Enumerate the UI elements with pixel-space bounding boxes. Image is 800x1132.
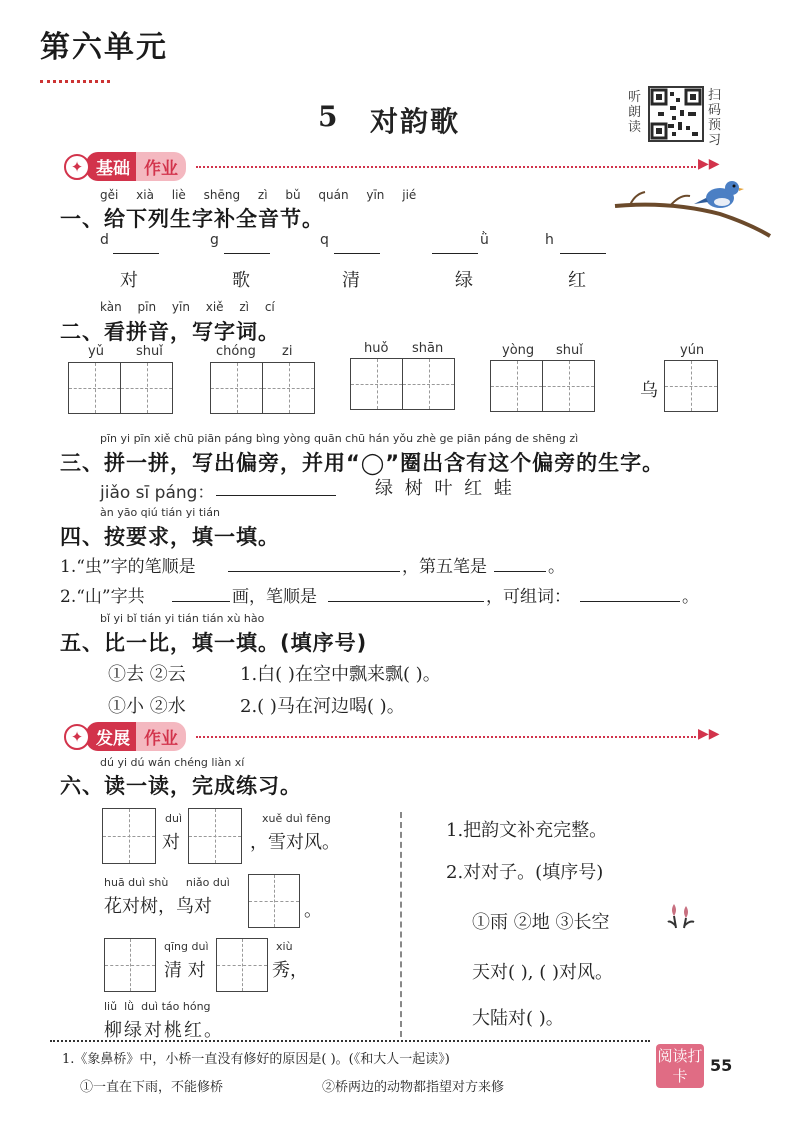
footer-answer-1: ①一直在下雨，不能修桥 bbox=[80, 1080, 224, 1095]
q2-title: 二、看拼音，写字词。 bbox=[60, 320, 280, 344]
q4-line2-b: 画，笔顺是 bbox=[232, 587, 317, 607]
q4-line1-c: 。 bbox=[548, 557, 565, 577]
q3-chars: 绿 树 叶 红 蛙 bbox=[375, 478, 512, 499]
q6-pinyin: dú yi dú wán chéng liàn xí bbox=[100, 756, 245, 769]
q1-pinyin-prefix-5: h bbox=[545, 232, 554, 248]
arrow-icon: ▶▶ bbox=[698, 156, 720, 172]
tulip-icon bbox=[666, 900, 696, 930]
q1-answer-blank-2[interactable] bbox=[224, 236, 270, 254]
q2-word4-pinyin-2: shuǐ bbox=[556, 343, 583, 358]
q1-answer-blank-3[interactable] bbox=[334, 236, 380, 254]
q6-writing-grid-5[interactable] bbox=[216, 938, 268, 992]
q1-pinyin-suffix-4: ǜ bbox=[480, 232, 489, 248]
q1-answer-blank-4[interactable] bbox=[432, 236, 478, 254]
footer-divider bbox=[50, 1040, 650, 1042]
q1-pinyin: gěi xià liè shēng zì bǔ quán yīn jié bbox=[100, 188, 417, 202]
q4-line1-a: 1.“虫”字的笔顺是 bbox=[60, 557, 196, 577]
q6-writing-grid-1[interactable] bbox=[102, 808, 156, 864]
q2-writing-grid-4[interactable] bbox=[490, 360, 595, 412]
page-number: 55 bbox=[710, 1056, 733, 1075]
q6-writing-grid-4[interactable] bbox=[104, 938, 156, 992]
q1-answer-blank-5[interactable] bbox=[560, 236, 606, 254]
section-basic-label-a: 基础 bbox=[86, 152, 136, 181]
qr-right-label: 扫码预习 bbox=[708, 88, 722, 148]
q5-row1-options: ①去 ②云 bbox=[108, 664, 186, 685]
q6-right-options: ①雨 ②地 ③长空 bbox=[472, 912, 610, 933]
q6-line4-pinyin: liǔ lǜ duì táo hóng bbox=[104, 1000, 211, 1013]
unit-header: 第六单元 bbox=[40, 30, 168, 65]
q3-answer-blank[interactable] bbox=[216, 478, 336, 496]
q4-line1-b: ，第五笔是 bbox=[402, 557, 487, 577]
q2-word3-pinyin-1: huǒ bbox=[364, 341, 389, 356]
q6-line3-end: 秀， bbox=[272, 960, 308, 981]
q2-last-pinyin: yún bbox=[680, 343, 705, 358]
qr-left-label: 听朗读 bbox=[628, 90, 642, 135]
q5-pinyin: bǐ yi bǐ tián yi tián tián xù hào bbox=[100, 612, 265, 625]
section-dev-label-b: 作业 bbox=[136, 722, 186, 751]
q6-right-q2: 2.对对子。(填序号) bbox=[446, 862, 604, 883]
q6-right-line4: 天对( ), ( )对风。 bbox=[472, 962, 613, 983]
q2-word3-pinyin-2: shān bbox=[412, 341, 444, 356]
q6-right-line5: 大陆对( )。 bbox=[472, 1008, 564, 1029]
header-underline bbox=[40, 80, 110, 83]
lesson-number: 5 bbox=[318, 100, 338, 133]
q6-right-q1: 1.把韵文补充完整。 bbox=[446, 820, 608, 841]
section-dev-banner bbox=[64, 722, 186, 751]
q1-answer-blank-1[interactable] bbox=[113, 236, 159, 254]
q3-pinyin: pīn yi pīn xiě chū piān páng bìng yòng quān chū hán yǒu zhè ge piān páng de shēng zì bbox=[100, 432, 579, 445]
q4-line2-blank-c[interactable] bbox=[580, 584, 680, 602]
q2-writing-grid-3[interactable] bbox=[350, 358, 455, 410]
footer-answer-2: ②桥两边的动物都指望对方来修 bbox=[322, 1080, 505, 1095]
q1-char-3: 清 bbox=[342, 270, 360, 291]
q2-writing-grid-1[interactable] bbox=[68, 362, 173, 414]
q2-word1-pinyin-1: yǔ bbox=[88, 344, 104, 359]
q3-title: 三、拼一拼，写出偏旁，并用“◯”圈出含有这个偏旁的生字。 bbox=[60, 451, 665, 475]
q2-word4-pinyin-1: yòng bbox=[502, 343, 535, 358]
q6-line3-pinyin: qīng duì bbox=[164, 940, 209, 953]
q2-word2-pinyin-1: chóng bbox=[216, 344, 256, 359]
lesson-title: 对韵歌 bbox=[370, 105, 461, 138]
q1-char-4: 绿 bbox=[455, 270, 473, 291]
q5-title: 五、比一比，填一填。(填序号) bbox=[60, 631, 368, 655]
section-divider bbox=[196, 166, 696, 168]
section-basic-label-b: 作业 bbox=[136, 152, 186, 181]
q6-line4-text: 柳绿对桃红。 bbox=[104, 1020, 224, 1041]
q4-pinyin: àn yāo qiú tián yi tián bbox=[100, 506, 220, 519]
q6-writing-grid-3[interactable] bbox=[248, 874, 300, 928]
q4-line2-c: ，可组词： bbox=[486, 587, 571, 607]
section-divider bbox=[196, 736, 696, 738]
q6-line3-pinyin-2: xiù bbox=[276, 940, 293, 953]
q6-line2-text: 花对树，鸟对 bbox=[104, 896, 212, 917]
q3-label: jiǎo sī páng： bbox=[100, 483, 215, 503]
q4-line1-blank-a[interactable] bbox=[228, 554, 400, 572]
q6-line1-dui: 对 bbox=[162, 832, 180, 853]
q6-line2-end: 。 bbox=[304, 900, 322, 921]
q2-pinyin: kàn pīn yīn xiě zì cí bbox=[100, 300, 275, 314]
q4-line2-a: 2.“山”字共 bbox=[60, 587, 145, 607]
column-divider bbox=[400, 812, 402, 1037]
arrow-icon: ▶▶ bbox=[698, 726, 720, 742]
q4-line1-blank-b[interactable] bbox=[494, 554, 546, 572]
q1-char-5: 红 bbox=[568, 270, 586, 291]
q5-row1-question: 1.白( )在空中飘来飘( )。 bbox=[240, 664, 441, 685]
q1-char-2: 歌 bbox=[232, 270, 250, 291]
q1-pinyin-prefix-3: q bbox=[320, 232, 329, 248]
lightbulb-icon: ✦ bbox=[64, 154, 90, 180]
q1-pinyin-prefix-2: g bbox=[210, 232, 219, 248]
reading-checkin-badge[interactable]: 阅读打卡 bbox=[656, 1044, 704, 1088]
lightbulb-icon: ✦ bbox=[64, 724, 90, 750]
q5-row2-options: ①小 ②水 bbox=[108, 696, 186, 717]
q6-line2-pinyin: huā duì shù niǎo duì bbox=[104, 876, 230, 889]
bird-on-branch-icon bbox=[610, 176, 775, 246]
qr-code-icon[interactable] bbox=[648, 86, 704, 142]
q6-title: 六、读一读，完成练习。 bbox=[60, 774, 302, 798]
q2-last-prefix: 乌 bbox=[640, 380, 658, 401]
q4-title: 四、按要求，填一填。 bbox=[60, 525, 280, 549]
q6-line1-pinyin-2: xuě duì fēng bbox=[262, 812, 331, 825]
q5-row2-question: 2.( )马在河边喝( )。 bbox=[240, 696, 405, 717]
footer-question: 1.《象鼻桥》中，小桥一直没有修好的原因是( )。(《和大人一起读》) bbox=[62, 1052, 450, 1067]
q1-pinyin-prefix-1: d bbox=[100, 232, 109, 248]
q2-writing-grid-2[interactable] bbox=[210, 362, 315, 414]
section-basic-banner bbox=[64, 152, 186, 181]
q6-line3-text: 清 对 bbox=[164, 960, 206, 981]
q4-line2-d: 。 bbox=[682, 587, 699, 607]
q2-writing-grid-5[interactable] bbox=[664, 360, 718, 412]
q1-char-1: 对 bbox=[120, 270, 138, 291]
section-dev-label-a: 发展 bbox=[86, 722, 136, 751]
q2-word2-pinyin-2: zi bbox=[282, 344, 293, 359]
q4-line2-blank-a[interactable] bbox=[172, 584, 230, 602]
q6-writing-grid-2[interactable] bbox=[188, 808, 242, 864]
q2-word1-pinyin-2: shuǐ bbox=[136, 344, 163, 359]
q6-line1-pinyin-dui: duì bbox=[165, 812, 183, 825]
q1-title: 一、给下列生字补全音节。 bbox=[60, 207, 324, 231]
q4-line2-blank-b[interactable] bbox=[328, 584, 484, 602]
q6-line1-text: ，雪对风。 bbox=[250, 832, 340, 853]
